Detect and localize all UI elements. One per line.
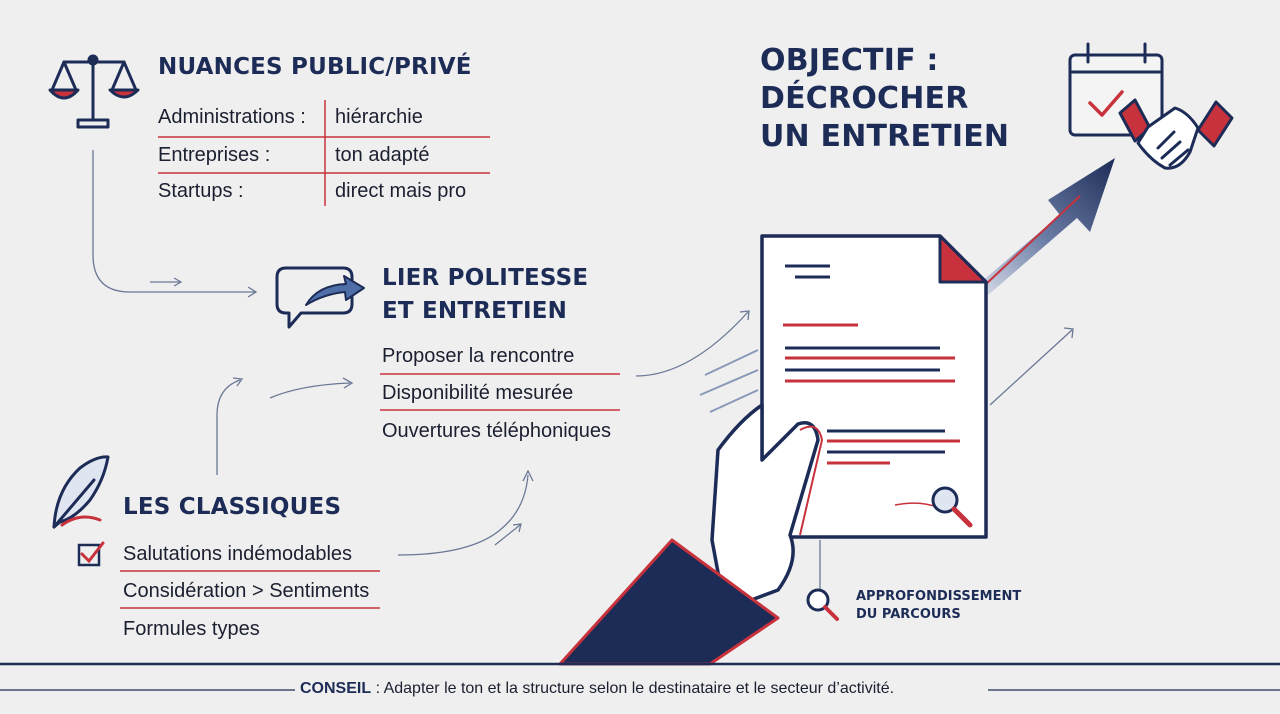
nuances-row-value: direct mais pro bbox=[335, 180, 467, 202]
objectif-line1: OBJECTIF : bbox=[760, 43, 939, 78]
approfondissement-line2: DU PARCOURS bbox=[856, 607, 961, 622]
footer-tip-text: : Adapter le ton et la structure selon le destinataire et le secteur d’activité. bbox=[371, 680, 895, 697]
lier-item: Disponibilité mesurée bbox=[382, 382, 574, 404]
lier-title-line2: ET ENTRETIEN bbox=[382, 298, 568, 324]
objectif-line2: DÉCROCHER bbox=[760, 81, 969, 116]
nuances-row-value: ton adapté bbox=[335, 144, 430, 166]
magnifier-icon bbox=[808, 590, 837, 619]
chat-bubble-icon bbox=[277, 268, 364, 327]
nuances-title: NUANCES PUBLIC/PRIVÉ bbox=[158, 54, 472, 80]
approfondissement-label bbox=[856, 588, 1021, 624]
nuances-row-label: Startups : bbox=[158, 180, 244, 202]
handshake-icon bbox=[1120, 100, 1232, 168]
scale-icon bbox=[50, 56, 138, 127]
classiques-item: Considération > Sentiments bbox=[123, 580, 370, 602]
connector-nuances-lier bbox=[93, 150, 255, 292]
objectif-line3: UN ENTRETIEN bbox=[760, 119, 1010, 154]
footer-tip bbox=[300, 680, 894, 698]
approfondissement-line1: APPROFONDISSEMENT bbox=[856, 589, 1022, 604]
classiques-item: Formules types bbox=[123, 618, 260, 640]
nuances-row-label: Administrations : bbox=[158, 106, 306, 128]
hand-holding-document bbox=[560, 405, 822, 664]
lier-title-line1: LIER POLITESSE bbox=[382, 265, 589, 291]
nuances-row-label: Entreprises : bbox=[158, 144, 271, 166]
checkbox-icon bbox=[79, 543, 103, 565]
footer-tip-label: CONSEIL bbox=[300, 680, 372, 697]
classiques-item: Salutations indémodables bbox=[123, 543, 353, 565]
nuances-row-value: hiérarchie bbox=[335, 106, 423, 128]
lier-item: Ouvertures téléphoniques bbox=[382, 420, 612, 442]
objectif-title bbox=[760, 42, 1009, 156]
quill-icon bbox=[54, 457, 108, 527]
calendar-icon bbox=[1070, 44, 1162, 135]
lier-title bbox=[382, 262, 588, 328]
lier-item: Proposer la rencontre bbox=[382, 345, 575, 367]
classiques-title: LES CLASSIQUES bbox=[123, 494, 342, 520]
